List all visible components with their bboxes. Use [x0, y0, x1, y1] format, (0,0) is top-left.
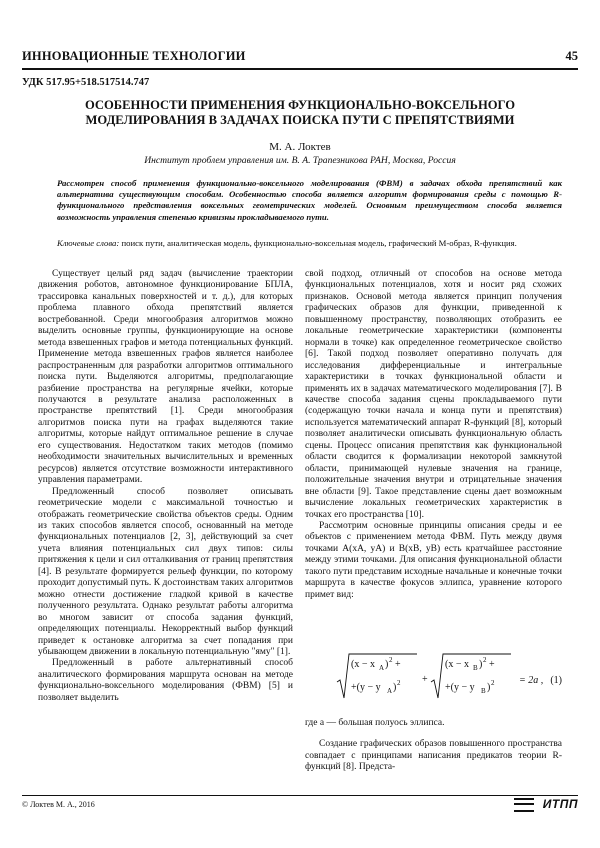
- author-name: М. А. Локтев: [269, 141, 331, 153]
- svg-text:+: +: [422, 674, 428, 685]
- equation-rhs: = 2a ,: [519, 675, 544, 686]
- publisher-logo: [514, 796, 578, 814]
- logo-stripes-icon: [514, 798, 534, 812]
- paragraph: Предложенный способ позволяет описывать геометрические модели с максимальной точностью и отображать геометрические свойства объектов среды. Одним из таких способов является способ, основанный на методе функциональных потенциалов [2, 3], действующий за счет учета влияния потенциальных сил двух типов: силы притяжения к цели и сил отталкивания от границ препятствия [4]. В результате формируется рельеф функции, по которому проходит допустимый путь. К достоинствам таких алгоритмов можно отнести достижение гладкой кривой в качестве полученного результата. Однако результат работы алгоритма во многом зависит от способа задания функций, определяющих потенциалы. Некорректный выбор функций приведет к остановке алгоритма за счет попадания при убывающем движении в локальную потенциальную "яму" [1].: [38, 486, 293, 657]
- svg-text:+(y − y: +(y − y: [445, 682, 475, 693]
- keywords-text: поиск пути, аналитическая модель, функционально-воксельная модель, графический M-образ, R-функция.: [119, 238, 517, 248]
- svg-text:(x − x: (x − x: [351, 659, 375, 670]
- svg-text:): ): [393, 682, 397, 693]
- svg-text:A: A: [387, 687, 393, 695]
- copyright-notice: © Локтев М. А., 2016: [22, 800, 95, 809]
- logo-text: ИТПП: [542, 797, 578, 811]
- paragraph: свой подход, отличный от способов на основе метода функциональных потенциалов, хотя и носит ряд схожих признаков. Основой метода является принцип получения графических образов для функции, приведенной к повышенному пространству, позволяющих отобразить ее локальные геометрические характеристики (компоненты нормали в точке) как определенное геометрическое свойство [6]. Такой подход позволяет оперативно получать для исследования дифференциальные и интегральные характеристики в точках функциональной области и применять их в задачах математического моделирования [7]. В качестве способа задания сцены прокладываемого пути (содержащую точки начала и конца пути и препятствия) используется математический аппарат R-функций [8], который позволяет аналитически описывать функциональную область сцены. Процесс описания препятствия как функциональной области сводится к формализации некоторой замкнутой области, принимающей нулевые значения на границе, положительные значения внутри и отрицательные значения вне области [9]. Такое представление сцены дает возможным вычисление локальных геометрических характеристик в точках его пространства [10].: [305, 269, 562, 520]
- svg-text:B: B: [473, 664, 478, 672]
- abstract: Рассмотрен способ применения функционально-воксельного моделирования (ФВМ) в задачах обхода препятствий как альтернатива существующим способам. Особенностью способа является алгоритм формирования среды с помощью R-функционального представления воксельных геометрических моделей. Основным преимуществом способа является возможность управления степенью кривизны прокладываемого пути.: [57, 178, 562, 222]
- svg-text:+(y − y: +(y − y: [351, 682, 381, 693]
- svg-text:): ): [385, 659, 389, 670]
- svg-text:2: 2: [491, 679, 495, 687]
- svg-text:2: 2: [483, 656, 487, 664]
- ellipse-equation: [305, 652, 562, 702]
- udc-code: УДК 517.95+518.517514.747: [22, 77, 150, 88]
- right-column-continued: [305, 718, 562, 774]
- page-number: 45: [565, 49, 578, 63]
- svg-text:2: 2: [389, 656, 393, 664]
- running-header: [22, 49, 578, 64]
- svg-text:+: +: [395, 659, 401, 670]
- svg-text:): ): [479, 659, 483, 670]
- keywords: [57, 238, 562, 249]
- article-title: ОСОБЕННОСТИ ПРИМЕНЕНИЯ ФУНКЦИОНАЛЬНО-ВОКСЕЛЬНОГО МОДЕЛИРОВАНИЯ В ЗАДАЧАХ ПОИСКА ПУТИ С ПРЕПЯТСТВИЯМИ: [84, 98, 516, 127]
- svg-text:B: B: [481, 687, 486, 695]
- paragraph: Создание графических образов повышенного пространства совпадает с принципами написания предикатов теории R-функций [8]. Предста-: [305, 739, 562, 773]
- equation-number: (1): [550, 675, 562, 686]
- paragraph: Предложенный в работе альтернативный способ аналитического формирования маршрута основан на методе функционально-воксельного моделирования (ФВМ) [5] и позволяет выделить: [38, 658, 293, 703]
- journal-page: [22, 0, 578, 848]
- paragraph: Рассмотрим основные принципы описания среды и ее объектов с применением метода ФВМ. Путь между двумя точками A(xA, yA) и B(xB, yB) есть кратчайшее расстояние между этими точками. Для описания функциональной области такого пути представим исходные начальные и конечные точки маршрута в качестве фокусов эллипса, уравнение которого примет вид:: [305, 520, 562, 600]
- right-column: [305, 269, 562, 601]
- header-rule: [22, 68, 578, 70]
- author-affiliation: Институт проблем управления им. В. А. Трапезникова РАН, Москва, Россия: [144, 155, 456, 166]
- left-column: [38, 269, 293, 704]
- footer-rule: [22, 795, 578, 796]
- svg-text:2: 2: [397, 679, 401, 687]
- paragraph: Существует целый ряд задач (вычисление траектории движения роботов, автономное функционирование БПЛА, трассировка канальных поверхностей и т. д.), для которых проблема плавного обхода препятствий является востребованной. Среди многообразия алгоритмов можно выделить основные группы, функционирующие на основе метода взвешенных графов и метода потенциальных функций. Применение метода взвешенных графов является наиболее распространенным для разработки алгоритмов оптимального поиска пути. Выделяются алгоритмы, предполагающие разбиение пространства на регулярные ячейки, которые получаются в результате анализа расположенных в пространстве препятствий [1]. Среди многообразия алгоритмов поиска пути на графах выделяются такие алгоритмы, которые найдут оптимальное решение в случае его существования. Недостатком таких методов (помимо необходимости значительных вычислительных и временных ресурсов) является отсутствие возможности интерактивного управления параметрами.: [38, 269, 293, 486]
- svg-text:+: +: [489, 659, 495, 670]
- svg-text:A: A: [379, 664, 385, 672]
- svg-text:): ): [487, 682, 491, 693]
- svg-text:(x − x: (x − x: [445, 659, 469, 670]
- paragraph: где a — большая полуось эллипса.: [305, 718, 445, 728]
- journal-section-title: ИННОВАЦИОННЫЕ ТЕХНОЛОГИИ: [22, 49, 246, 63]
- keywords-label: Ключевые слова:: [57, 238, 120, 248]
